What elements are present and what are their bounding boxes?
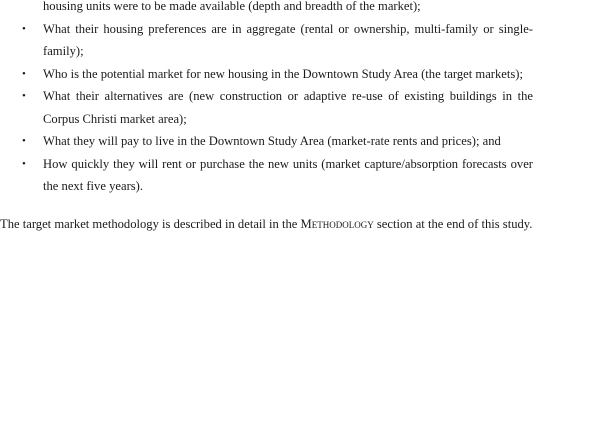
bullet-icon: • — [22, 157, 26, 170]
list-item — [0, 63, 533, 86]
methodology-reference: Methodology — [300, 216, 374, 231]
closing-paragraph — [0, 213, 580, 236]
bullet-icon: • — [22, 67, 26, 80]
bullet-icon: • — [22, 90, 26, 102]
closing-text-after: section at the end of this study. — [373, 216, 533, 231]
closing-text-before: The target market methodology is described in detail in the — [0, 216, 301, 231]
list-item — [0, 18, 533, 63]
list-item — [0, 130, 533, 153]
list-item — [0, 153, 533, 198]
list-item — [0, 85, 533, 130]
bullet-icon: • — [22, 135, 26, 147]
list-item-text: What their alternatives are (new construction or adaptive re-use of existing buildings in the Corpus Christi market area); — [43, 89, 533, 126]
list-item-text: How quickly they will rent or purchase the new units (market capture/absorption forecasts over the next five years). — [43, 156, 533, 193]
bullet-icon: • — [22, 22, 26, 35]
list-item-text: What they will pay to live in the Downtown Study Area (market-rate rents and prices); and — [43, 134, 501, 148]
list-item-text: What their housing preferences are in aggregate (rental or ownership, multi-family or single-family); — [43, 21, 533, 58]
continued-line: housing units were to be made available (depth and breadth of the market); — [43, 0, 421, 13]
list-item-text: Who is the potential market for new housing in the Downtown Study Area (the target markets); — [43, 66, 523, 81]
bullet-list — [0, 18, 596, 198]
